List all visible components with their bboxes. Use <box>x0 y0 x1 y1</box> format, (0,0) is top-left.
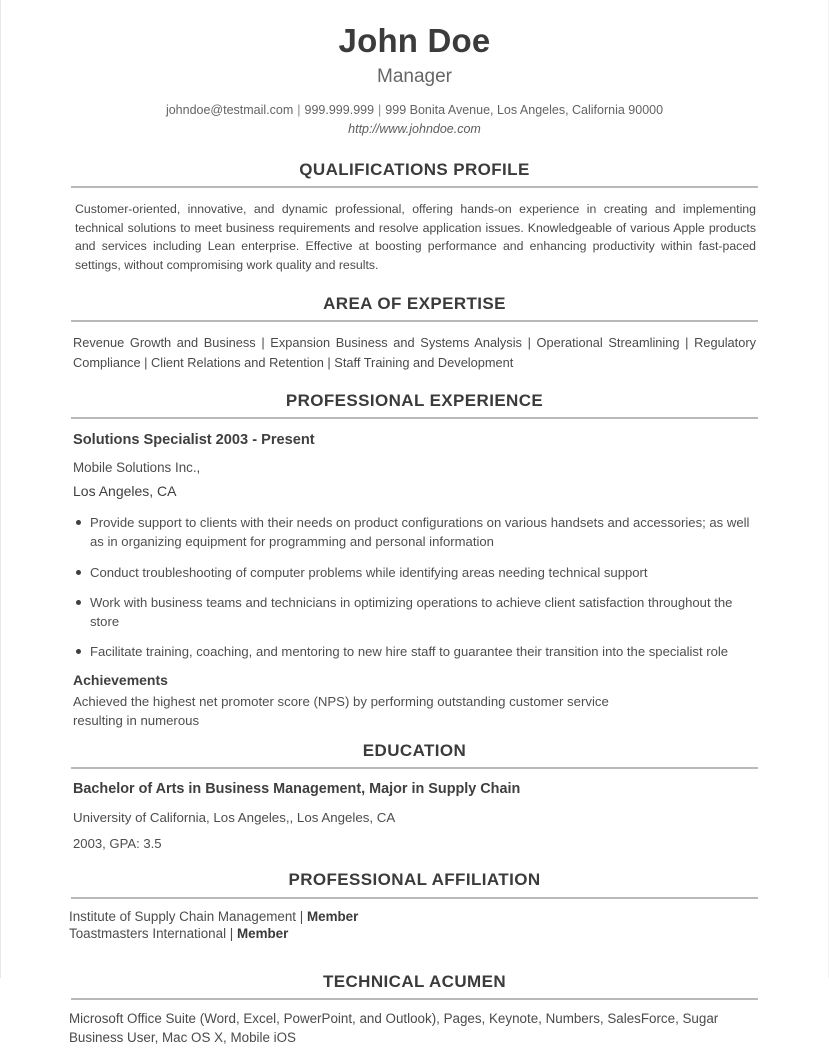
job-location: Los Angeles, CA <box>73 483 177 500</box>
section-area-of-expertise <box>71 293 758 373</box>
expertise-body: Revenue Growth and Business | Expansion Business and Systems Analysis | Operational Streamlining | Regulatory Compliance | Client Relations and Retention | Staff Training and Development <box>73 334 756 370</box>
list-item: Conduct troubleshooting of computer problems while identifying areas needing technical support <box>71 563 758 582</box>
section-professional-experience <box>71 390 758 731</box>
affiliation-role: Member <box>306 908 359 924</box>
candidate-name: John Doe <box>338 22 491 59</box>
resume-header <box>71 0 758 138</box>
job-heading <box>73 431 758 450</box>
list-item: Facilitate training, coaching, and mentoring to new hire staff to guarantee their transition into the specialist role <box>71 642 758 661</box>
education-degree: Bachelor of Arts in Business Management, Major in Supply Chain <box>73 781 521 798</box>
list-item: Provide support to clients with their needs on product configurations on various handsets and accessories; as well as in organizing equipment for programming and personal information <box>71 513 758 551</box>
affiliation-organization: Institute of Supply Chain Management | <box>69 908 304 924</box>
list-item <box>69 925 758 943</box>
section-qualifications-profile <box>71 159 758 275</box>
qualifications-body: Customer-oriented, innovative, and dynamic professional, offering hands-on experience in creating and implementing technical solutions to meet business requirements and resolve application issues. Knowledgeable of various Apple products and services including Lean enterprise. Effective at boosting performance and enhancing productivity within fast-paced settings, without compromising work quality and results. <box>75 202 756 273</box>
contact-separator-1: | <box>297 102 301 117</box>
contact-separator-2: | <box>378 102 382 117</box>
section-technical-acumen <box>71 971 758 1048</box>
resume-content <box>1 0 828 1048</box>
section-rule-experience <box>71 417 758 419</box>
affiliation-list <box>69 908 758 943</box>
affiliation-organization: Toastmasters International | <box>69 926 234 942</box>
affiliation-role: Member <box>236 926 289 942</box>
achievements-text: Achieved the highest net promoter score (NPS) by performing outstanding customer service resulting in numerous <box>73 693 609 729</box>
job-responsibility-list <box>71 513 758 661</box>
contact-email[interactable]: johndoe@testmail.com <box>165 102 294 117</box>
section-professional-affiliation <box>71 869 758 942</box>
job-dates: 2003 - Present <box>215 431 315 448</box>
achievements-label: Achievements <box>73 672 168 689</box>
section-heading-qualifications: QUALIFICATIONS PROFILE <box>299 159 530 179</box>
section-heading-education: EDUCATION <box>362 740 467 760</box>
section-education <box>71 740 758 853</box>
job-company: Mobile Solutions Inc., <box>73 459 201 475</box>
list-item <box>69 908 758 926</box>
section-rule-expertise <box>71 320 758 322</box>
section-heading-experience: PROFESSIONAL EXPERIENCE <box>285 390 544 410</box>
section-rule-qualifications <box>71 186 758 188</box>
contact-line <box>71 101 758 119</box>
technical-body: Microsoft Office Suite (Word, Excel, PowerPoint, and Outlook), Pages, Keynote, Numbers, SalesForce, Sugar Business User, Mac OS X, Mobile iOS <box>69 1011 719 1046</box>
section-rule-affiliation <box>71 897 758 899</box>
section-rule-education <box>71 767 758 769</box>
job-title: Solutions Specialist <box>73 431 212 448</box>
contact-address: 999 Bonita Avenue, Los Angeles, California 90000 <box>385 102 664 117</box>
section-rule-technical <box>71 998 758 1000</box>
contact-phone[interactable]: 999.999.999 <box>304 102 375 117</box>
candidate-job-title: Manager <box>377 65 452 87</box>
contact-website[interactable]: http://www.johndoe.com <box>348 121 481 136</box>
education-graduation: 2003, GPA: 3.5 <box>73 836 162 852</box>
section-heading-technical: TECHNICAL ACUMEN <box>322 971 506 991</box>
section-heading-expertise: AREA OF EXPERTISE <box>323 293 506 313</box>
section-heading-affiliation: PROFESSIONAL AFFILIATION <box>288 870 541 890</box>
list-item: Work with business teams and technicians in optimizing operations to achieve client satisfaction throughout the store <box>71 593 758 631</box>
education-school: University of California, Los Angeles,, Los Angeles, CA <box>73 809 396 825</box>
